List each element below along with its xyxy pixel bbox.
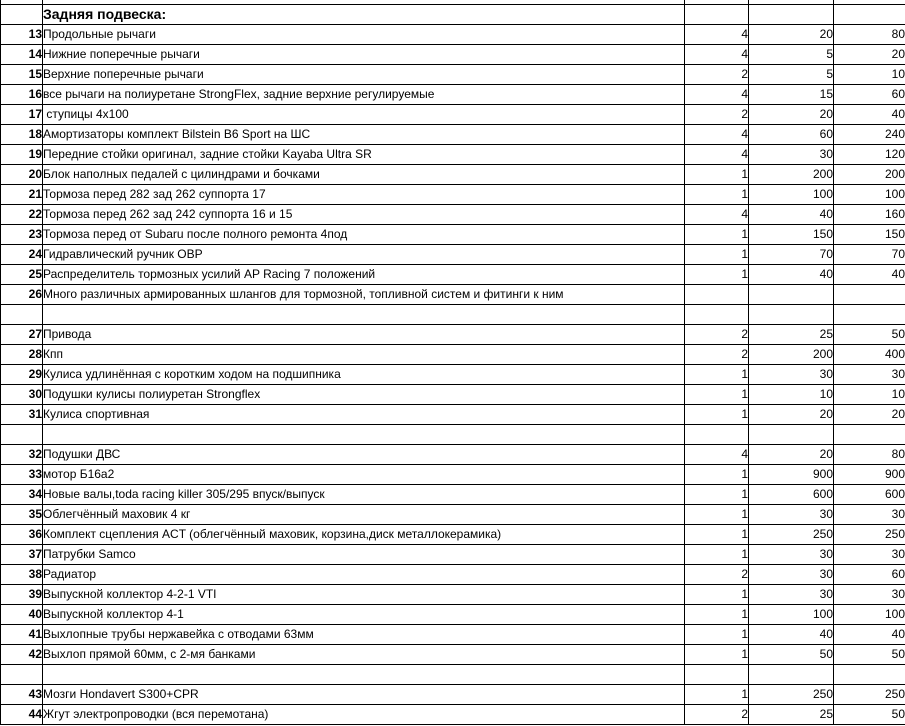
quantity-cell[interactable] xyxy=(685,665,749,685)
total-price-cell[interactable]: 400 xyxy=(834,345,905,365)
unit-price-cell[interactable]: 200 xyxy=(749,165,834,185)
total-price-cell[interactable]: 10 xyxy=(834,65,905,85)
unit-price-cell[interactable]: 25 xyxy=(749,705,834,725)
total-price-cell[interactable] xyxy=(834,5,905,25)
item-number-cell[interactable]: 19 xyxy=(1,145,43,165)
item-number-cell[interactable]: 44 xyxy=(1,705,43,725)
description-cell[interactable] xyxy=(43,425,685,445)
description-cell[interactable]: Жгут электропроводки (вся перемотана) xyxy=(43,705,685,725)
unit-price-cell[interactable]: 30 xyxy=(749,145,834,165)
description-cell[interactable]: Кулиса удлинённая с коротким ходом на подшипника xyxy=(43,365,685,385)
quantity-cell[interactable]: 1 xyxy=(685,225,749,245)
item-number-cell[interactable]: 15 xyxy=(1,65,43,85)
description-cell[interactable]: Кпп xyxy=(43,345,685,365)
description-cell[interactable]: Распределитель тормозных усилий AP Racing 7 положений xyxy=(43,265,685,285)
unit-price-cell[interactable]: 30 xyxy=(749,545,834,565)
unit-price-cell[interactable]: 40 xyxy=(749,205,834,225)
total-price-cell[interactable]: 20 xyxy=(834,45,905,65)
total-price-cell[interactable]: 80 xyxy=(834,445,905,465)
total-price-cell[interactable]: 250 xyxy=(834,685,905,705)
unit-price-cell[interactable] xyxy=(749,425,834,445)
item-row xyxy=(1,185,905,205)
description-cell[interactable]: Патрубки Samco xyxy=(43,545,685,565)
total-price-cell[interactable]: 30 xyxy=(834,585,905,605)
description-cell[interactable]: все рычаги на полиуретане StrongFlex, задние верхние регулируемые xyxy=(43,85,685,105)
description-cell[interactable]: Новые валы,toda racing killer 305/295 впуск/выпуск xyxy=(43,485,685,505)
total-price-cell[interactable]: 200 xyxy=(834,165,905,185)
description-cell[interactable]: ступицы 4x100 xyxy=(43,105,685,125)
total-price-cell[interactable]: 10 xyxy=(834,385,905,405)
item-row xyxy=(1,585,905,605)
item-row xyxy=(1,125,905,145)
item-number-cell[interactable]: 34 xyxy=(1,485,43,505)
quantity-cell[interactable]: 2 xyxy=(685,565,749,585)
quantity-cell[interactable]: 1 xyxy=(685,185,749,205)
item-row xyxy=(1,205,905,225)
unit-price-cell[interactable]: 100 xyxy=(749,605,834,625)
total-price-cell[interactable]: 30 xyxy=(834,505,905,525)
unit-price-cell[interactable]: 30 xyxy=(749,585,834,605)
unit-price-cell[interactable]: 10 xyxy=(749,385,834,405)
section-header-row xyxy=(1,5,905,25)
unit-price-cell[interactable] xyxy=(749,305,834,325)
item-number-cell[interactable]: 28 xyxy=(1,345,43,365)
unit-price-cell[interactable]: 20 xyxy=(749,105,834,125)
total-price-cell[interactable] xyxy=(834,305,905,325)
description-cell[interactable]: Передние стойки оригинал, задние стойки Kayaba Ultra SR xyxy=(43,145,685,165)
unit-price-cell[interactable]: 30 xyxy=(749,505,834,525)
total-price-cell[interactable]: 20 xyxy=(834,405,905,425)
quantity-cell[interactable]: 4 xyxy=(685,125,749,145)
quantity-cell[interactable]: 1 xyxy=(685,545,749,565)
total-price-cell[interactable]: 250 xyxy=(834,525,905,545)
unit-price-cell[interactable]: 150 xyxy=(749,225,834,245)
quantity-cell[interactable]: 1 xyxy=(685,405,749,425)
total-price-cell[interactable]: 40 xyxy=(834,265,905,285)
description-cell[interactable]: Выпускной коллектор 4-1 xyxy=(43,605,685,625)
item-number-cell[interactable]: 25 xyxy=(1,265,43,285)
quantity-cell[interactable]: 1 xyxy=(685,245,749,265)
quantity-cell[interactable]: 1 xyxy=(685,645,749,665)
total-price-cell[interactable]: 160 xyxy=(834,205,905,225)
total-price-cell[interactable]: 50 xyxy=(834,705,905,725)
description-cell[interactable]: Выпускной коллектор 4-2-1 VTI xyxy=(43,585,685,605)
item-row xyxy=(1,405,905,425)
quantity-cell[interactable]: 4 xyxy=(685,205,749,225)
empty-row xyxy=(1,425,905,445)
item-row xyxy=(1,545,905,565)
description-cell[interactable]: Тормоза перед 262 зад 242 суппорта 16 и 15 xyxy=(43,205,685,225)
total-price-cell[interactable]: 60 xyxy=(834,85,905,105)
quantity-cell[interactable] xyxy=(685,425,749,445)
item-number-cell[interactable] xyxy=(1,5,43,25)
description-cell[interactable]: Привода xyxy=(43,325,685,345)
item-row xyxy=(1,525,905,545)
total-price-cell[interactable]: 150 xyxy=(834,225,905,245)
item-number-cell[interactable]: 20 xyxy=(1,165,43,185)
item-row xyxy=(1,625,905,645)
total-price-cell[interactable]: 600 xyxy=(834,485,905,505)
quantity-cell[interactable]: 1 xyxy=(685,525,749,545)
description-cell[interactable]: Кулиса спортивная xyxy=(43,405,685,425)
total-price-cell[interactable]: 30 xyxy=(834,545,905,565)
item-row xyxy=(1,325,905,345)
total-price-cell[interactable]: 50 xyxy=(834,645,905,665)
item-number-cell[interactable]: 33 xyxy=(1,465,43,485)
description-cell[interactable] xyxy=(43,305,685,325)
unit-price-cell[interactable]: 25 xyxy=(749,325,834,345)
total-price-cell[interactable]: 100 xyxy=(834,185,905,205)
description-cell[interactable]: Подушки ДВС xyxy=(43,445,685,465)
description-cell[interactable]: Мозги Hondavert S300+CPR xyxy=(43,685,685,705)
total-price-cell[interactable]: 50 xyxy=(834,325,905,345)
item-row xyxy=(1,345,905,365)
description-cell[interactable]: Выхлоп прямой 60мм, с 2-мя банками xyxy=(43,645,685,665)
item-number-cell[interactable]: 21 xyxy=(1,185,43,205)
total-price-cell[interactable]: 900 xyxy=(834,465,905,485)
unit-price-cell[interactable]: 5 xyxy=(749,65,834,85)
item-row xyxy=(1,245,905,265)
unit-price-cell[interactable]: 20 xyxy=(749,405,834,425)
empty-row xyxy=(1,305,905,325)
item-number-cell[interactable]: 35 xyxy=(1,505,43,525)
total-price-cell[interactable]: 40 xyxy=(834,105,905,125)
unit-price-cell[interactable]: 15 xyxy=(749,85,834,105)
item-number-cell[interactable] xyxy=(1,305,43,325)
unit-price-cell[interactable]: 20 xyxy=(749,445,834,465)
item-row xyxy=(1,165,905,185)
quantity-cell[interactable]: 4 xyxy=(685,45,749,65)
unit-price-cell[interactable]: 250 xyxy=(749,685,834,705)
item-number-cell[interactable]: 38 xyxy=(1,565,43,585)
quantity-cell[interactable] xyxy=(685,305,749,325)
item-row xyxy=(1,565,905,585)
description-cell[interactable]: Много различных армированных шлангов для тормозной, топливной систем и фитинги к ним xyxy=(43,285,685,305)
quantity-cell[interactable]: 4 xyxy=(685,145,749,165)
quantity-cell[interactable]: 2 xyxy=(685,325,749,345)
unit-price-cell[interactable]: 5 xyxy=(749,45,834,65)
description-cell[interactable]: Верхние поперечные рычаги xyxy=(43,65,685,85)
quantity-cell[interactable]: 1 xyxy=(685,585,749,605)
description-cell[interactable]: Тормоза перед от Subaru после полного ремонта 4под xyxy=(43,225,685,245)
unit-price-cell[interactable]: 200 xyxy=(749,345,834,365)
description-cell[interactable] xyxy=(43,665,685,685)
item-row xyxy=(1,45,905,65)
item-row xyxy=(1,145,905,165)
item-row xyxy=(1,285,905,305)
description-cell[interactable]: Тормоза перед 282 зад 262 суппорта 17 xyxy=(43,185,685,205)
item-row xyxy=(1,85,905,105)
quantity-cell[interactable]: 1 xyxy=(685,685,749,705)
item-number-cell[interactable]: 42 xyxy=(1,645,43,665)
item-number-cell[interactable]: 23 xyxy=(1,225,43,245)
unit-price-cell[interactable]: 30 xyxy=(749,365,834,385)
item-row xyxy=(1,605,905,625)
unit-price-cell[interactable]: 600 xyxy=(749,485,834,505)
quantity-cell[interactable]: 1 xyxy=(685,505,749,525)
item-number-cell[interactable]: 13 xyxy=(1,25,43,45)
description-cell[interactable]: Выхлопные трубы нержавейка с отводами 63мм xyxy=(43,625,685,645)
item-number-cell[interactable]: 41 xyxy=(1,625,43,645)
item-row xyxy=(1,105,905,125)
description-cell[interactable]: Гидравлический ручник OBP xyxy=(43,245,685,265)
item-number-cell[interactable]: 43 xyxy=(1,685,43,705)
quantity-cell[interactable]: 1 xyxy=(685,485,749,505)
item-number-cell[interactable]: 27 xyxy=(1,325,43,345)
quantity-cell[interactable]: 4 xyxy=(685,445,749,465)
quantity-cell[interactable]: 1 xyxy=(685,365,749,385)
unit-price-cell[interactable]: 30 xyxy=(749,565,834,585)
description-cell[interactable]: Подушки кулисы полиуретан Strongflex xyxy=(43,385,685,405)
item-row xyxy=(1,645,905,665)
total-price-cell[interactable] xyxy=(834,425,905,445)
total-price-cell[interactable]: 70 xyxy=(834,245,905,265)
unit-price-cell[interactable]: 70 xyxy=(749,245,834,265)
empty-row xyxy=(1,665,905,685)
item-number-cell[interactable]: 30 xyxy=(1,385,43,405)
item-row xyxy=(1,385,905,405)
item-row xyxy=(1,685,905,705)
item-number-cell[interactable]: 36 xyxy=(1,525,43,545)
description-cell[interactable]: Амортизаторы комплект Bilstein B6 Sport на ШС xyxy=(43,125,685,145)
unit-price-cell[interactable]: 250 xyxy=(749,525,834,545)
quantity-cell[interactable] xyxy=(685,285,749,305)
item-number-cell[interactable]: 32 xyxy=(1,445,43,465)
item-number-cell[interactable]: 14 xyxy=(1,45,43,65)
description-cell[interactable]: Радиатор xyxy=(43,565,685,585)
quantity-cell[interactable]: 2 xyxy=(685,65,749,85)
item-number-cell[interactable] xyxy=(1,665,43,685)
unit-price-cell[interactable] xyxy=(749,665,834,685)
quantity-cell[interactable]: 1 xyxy=(685,465,749,485)
total-price-cell[interactable]: 100 xyxy=(834,605,905,625)
total-price-cell[interactable] xyxy=(834,285,905,305)
quantity-cell[interactable] xyxy=(685,5,749,25)
unit-price-cell[interactable]: 40 xyxy=(749,625,834,645)
quantity-cell[interactable]: 1 xyxy=(685,385,749,405)
quantity-cell[interactable]: 2 xyxy=(685,345,749,365)
total-price-cell[interactable] xyxy=(834,665,905,685)
quantity-cell[interactable]: 2 xyxy=(685,705,749,725)
quantity-cell[interactable]: 4 xyxy=(685,85,749,105)
item-row xyxy=(1,265,905,285)
item-number-cell[interactable]: 18 xyxy=(1,125,43,145)
unit-price-cell[interactable] xyxy=(749,5,834,25)
total-price-cell[interactable]: 240 xyxy=(834,125,905,145)
item-row xyxy=(1,705,905,725)
item-row xyxy=(1,465,905,485)
item-row xyxy=(1,25,905,45)
unit-price-cell[interactable]: 60 xyxy=(749,125,834,145)
item-number-cell[interactable]: 31 xyxy=(1,405,43,425)
description-cell[interactable]: Продольные рычаги xyxy=(43,25,685,45)
quantity-cell[interactable]: 2 xyxy=(685,105,749,125)
total-price-cell[interactable]: 40 xyxy=(834,625,905,645)
item-number-cell[interactable]: 22 xyxy=(1,205,43,225)
unit-price-cell[interactable]: 40 xyxy=(749,265,834,285)
description-cell[interactable]: Блок наполных педалей с цилиндрами и бочками xyxy=(43,165,685,185)
unit-price-cell[interactable] xyxy=(749,285,834,305)
item-row xyxy=(1,485,905,505)
quantity-cell[interactable]: 1 xyxy=(685,605,749,625)
item-row xyxy=(1,505,905,525)
unit-price-cell[interactable]: 20 xyxy=(749,25,834,45)
description-cell[interactable]: Комплект сцепления ACT (облегчённый маховик, корзина,диск металлокерамика) xyxy=(43,525,685,545)
total-price-cell[interactable]: 120 xyxy=(834,145,905,165)
description-cell[interactable]: мотор Б16а2 xyxy=(43,465,685,485)
item-number-cell[interactable]: 26 xyxy=(1,285,43,305)
item-number-cell[interactable]: 40 xyxy=(1,605,43,625)
quantity-cell[interactable]: 1 xyxy=(685,265,749,285)
item-number-cell[interactable]: 17 xyxy=(1,105,43,125)
item-row xyxy=(1,365,905,385)
description-cell[interactable]: Нижние поперечные рычаги xyxy=(43,45,685,65)
item-number-cell[interactable] xyxy=(1,425,43,445)
item-number-cell[interactable]: 16 xyxy=(1,85,43,105)
total-price-cell[interactable]: 60 xyxy=(834,565,905,585)
description-cell[interactable]: Задняя подвеска: xyxy=(43,5,685,25)
total-price-cell[interactable]: 80 xyxy=(834,25,905,45)
quantity-cell[interactable]: 1 xyxy=(685,625,749,645)
item-number-cell[interactable]: 29 xyxy=(1,365,43,385)
item-row xyxy=(1,65,905,85)
total-price-cell[interactable]: 30 xyxy=(834,365,905,385)
quantity-cell[interactable]: 1 xyxy=(685,165,749,185)
item-number-cell[interactable]: 37 xyxy=(1,545,43,565)
description-cell[interactable]: Облегчённый маховик 4 кг xyxy=(43,505,685,525)
item-row xyxy=(1,225,905,245)
unit-price-cell[interactable]: 900 xyxy=(749,465,834,485)
quantity-cell[interactable]: 4 xyxy=(685,25,749,45)
item-number-cell[interactable]: 24 xyxy=(1,245,43,265)
item-number-cell[interactable]: 39 xyxy=(1,585,43,605)
unit-price-cell[interactable]: 50 xyxy=(749,645,834,665)
item-row xyxy=(1,445,905,465)
unit-price-cell[interactable]: 100 xyxy=(749,185,834,205)
